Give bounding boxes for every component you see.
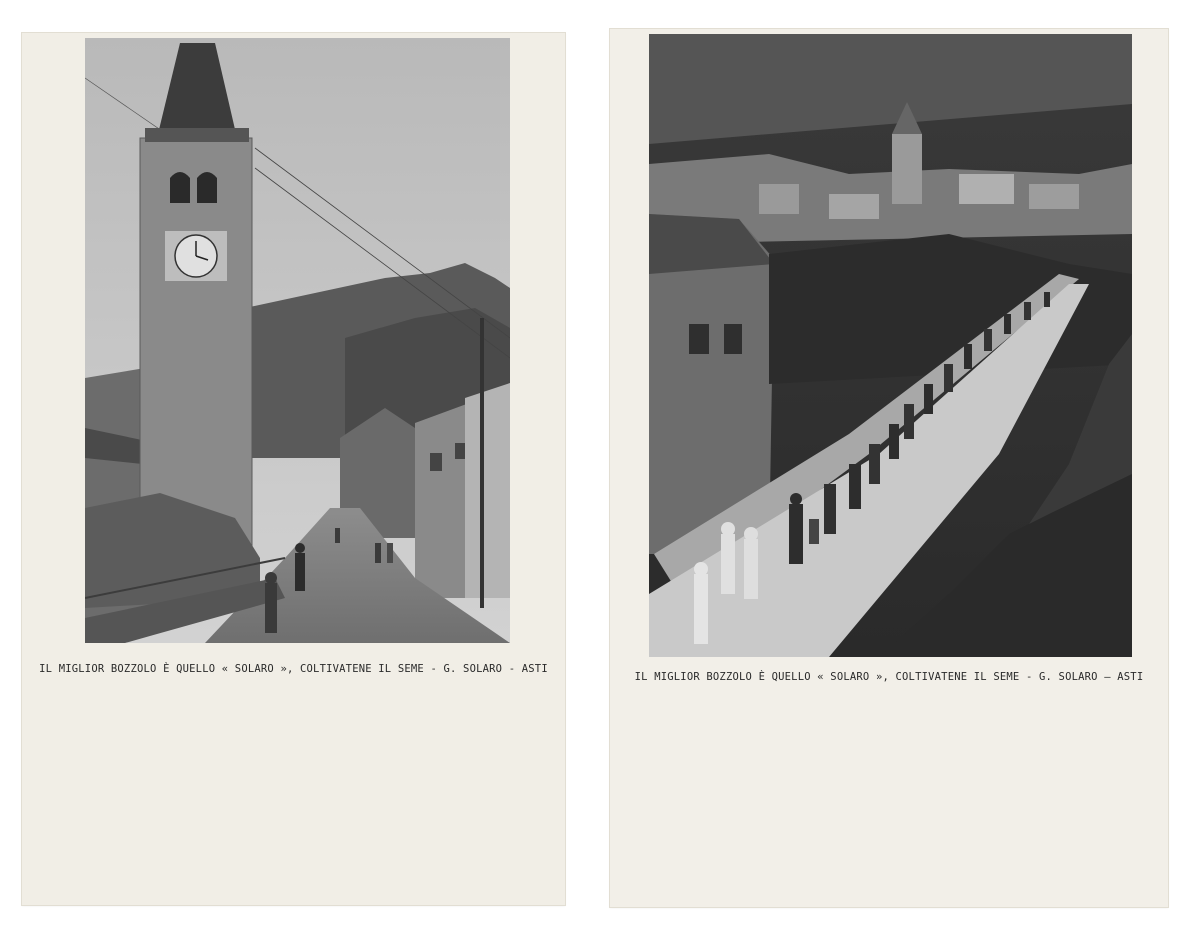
postcard-right xyxy=(610,29,1168,907)
procession-village-photo-svg xyxy=(649,34,1132,657)
postcard-left-caption: IL MIGLIOR BOZZOLO È QUELLO « SOLARO », COLTIVATENE IL SEME - G. SOLARO - ASTI xyxy=(39,663,548,675)
postcard-left xyxy=(22,33,565,905)
bell-tower-street-photo xyxy=(85,38,510,643)
postcard-right-caption: IL MIGLIOR BOZZOLO È QUELLO « SOLARO », COLTIVATENE IL SEME - G. SOLARO — ASTI xyxy=(634,671,1144,683)
procession-village-photo xyxy=(649,34,1132,657)
bell-tower-street-photo-svg xyxy=(85,38,510,643)
